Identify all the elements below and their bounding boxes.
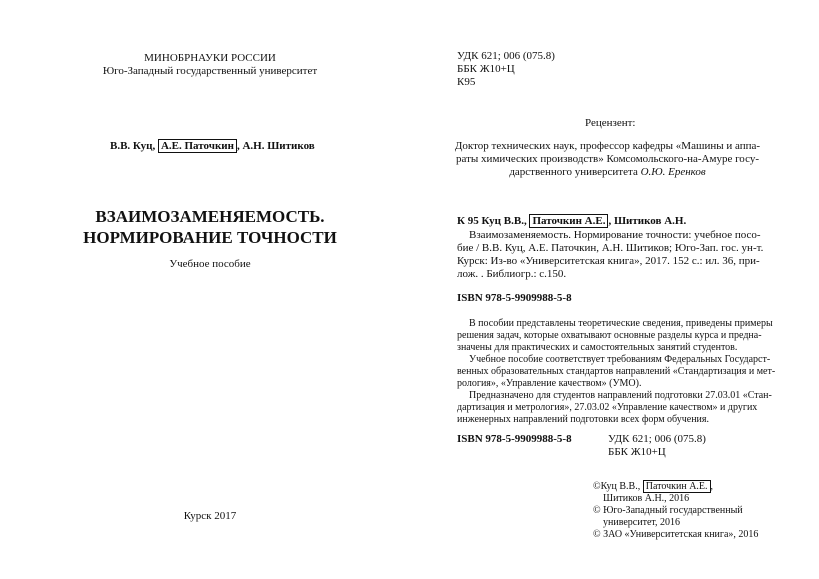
biblio-highlighted-author: Паточкин А.Е.	[529, 214, 608, 228]
author-mark-top: К95	[457, 76, 476, 88]
copyright-highlighted-author: Паточкин А.Е.	[643, 480, 711, 493]
abstract-line: дартизация и метрология», 27.03.02 «Управление качеством» и других	[457, 402, 758, 413]
book-title-line1: ВЗАИМОЗАМЕНЯЕМОСТЬ.	[95, 207, 325, 226]
abstract-line: решения задач, которые охватывают основные разделы курса и предна-	[457, 330, 762, 341]
reviewer-block	[445, 140, 770, 179]
copyright-university: © Юго-Западный государственный	[593, 505, 743, 516]
biblio-line: лож. . Библиогр.: с.150.	[457, 268, 567, 280]
biblio-rest-authors: , Шитиков А.Н.	[608, 215, 687, 227]
author-1: В.В. Куц,	[110, 140, 156, 152]
copyright-authors-cont: Шитиков А.Н., 2016	[603, 493, 690, 504]
abstract-line: инженерных направлений подготовки всех форм обучения.	[457, 414, 710, 425]
biblio-code-author: К 95 Куц В.В.,	[457, 215, 527, 227]
copyright-block	[593, 481, 793, 541]
reviewer-line: Доктор технических наук, профессор кафедры «Машины и аппа-	[454, 140, 761, 152]
isbn-1: ISBN 978-5-9909988-5-8	[457, 292, 572, 304]
author-2-highlighted: А.Е. Паточкин	[158, 139, 237, 153]
author-3: А.Н. Шитиков	[242, 140, 315, 152]
reviewer-line: дарственного университета О.Ю. Еренков	[509, 166, 706, 178]
reviewer-name: О.Ю. Еренков	[640, 166, 706, 178]
book-type: Учебное пособие	[169, 258, 251, 270]
copyright-university-cont: университет, 2016	[603, 517, 681, 528]
biblio-line: Курск: Из-во «Университетская книга», 2017. 152 с.: ил. 36, при-	[457, 255, 760, 267]
copyright-authors: ©Куц В.В., Паточкин А.Е. ,	[593, 481, 714, 492]
author-separator: ,	[236, 140, 240, 152]
biblio-heading	[457, 215, 686, 228]
abstract-line: рология», «Управление качеством» (УМО).	[457, 378, 642, 389]
copyright-publisher: © ЗАО «Университетская книга», 2016	[593, 529, 759, 540]
udk-bottom: УДК 621; 006 (075.8)	[608, 433, 706, 445]
udk-top: УДК 621; 006 (075.8)	[457, 50, 555, 62]
biblio-line: Взаимозаменяемость. Нормирование точности: учебное посо-	[469, 229, 761, 241]
abstract	[457, 318, 775, 426]
bbk-bottom: ББК Ж10+Ц	[608, 446, 666, 458]
reviewer-label: Рецензент:	[585, 117, 636, 129]
ministry-line: МИНОБРНАУКИ РОССИИ	[144, 52, 276, 64]
reviewer-line: раты химических производств» Комсомольского-на-Амуре госу-	[456, 153, 759, 165]
abstract-line: Учебное пособие соответствует требованиям Федеральных Государст-	[469, 354, 771, 365]
isbn-2: ISBN 978-5-9909988-5-8	[457, 433, 572, 445]
biblio-line: бие / В.В. Куц, А.Е. Паточкин, А.Н. Шитиков; Юго-Зап. гос. ун-т.	[457, 242, 764, 254]
biblio-description	[457, 229, 775, 281]
abstract-line: значены для практических и самостоятельных занятий студентов.	[457, 342, 738, 353]
bbk-top: ББК Ж10+Ц	[457, 63, 515, 75]
book-title-line2: НОРМИРОВАНИЕ ТОЧНОСТИ	[83, 228, 337, 247]
abstract-line: Предназначено для студентов направлений подготовки 27.03.01 «Стан-	[469, 390, 772, 401]
university-line: Юго-Западный государственный университет	[102, 65, 318, 77]
authors-line	[110, 140, 315, 153]
city-year: Курск 2017	[183, 510, 237, 522]
abstract-line: В пособии представлены теоретические сведения, приведены примеры	[469, 318, 773, 329]
abstract-line: венных образовательных стандартов направлений «Стандартизация и мет-	[457, 366, 776, 377]
